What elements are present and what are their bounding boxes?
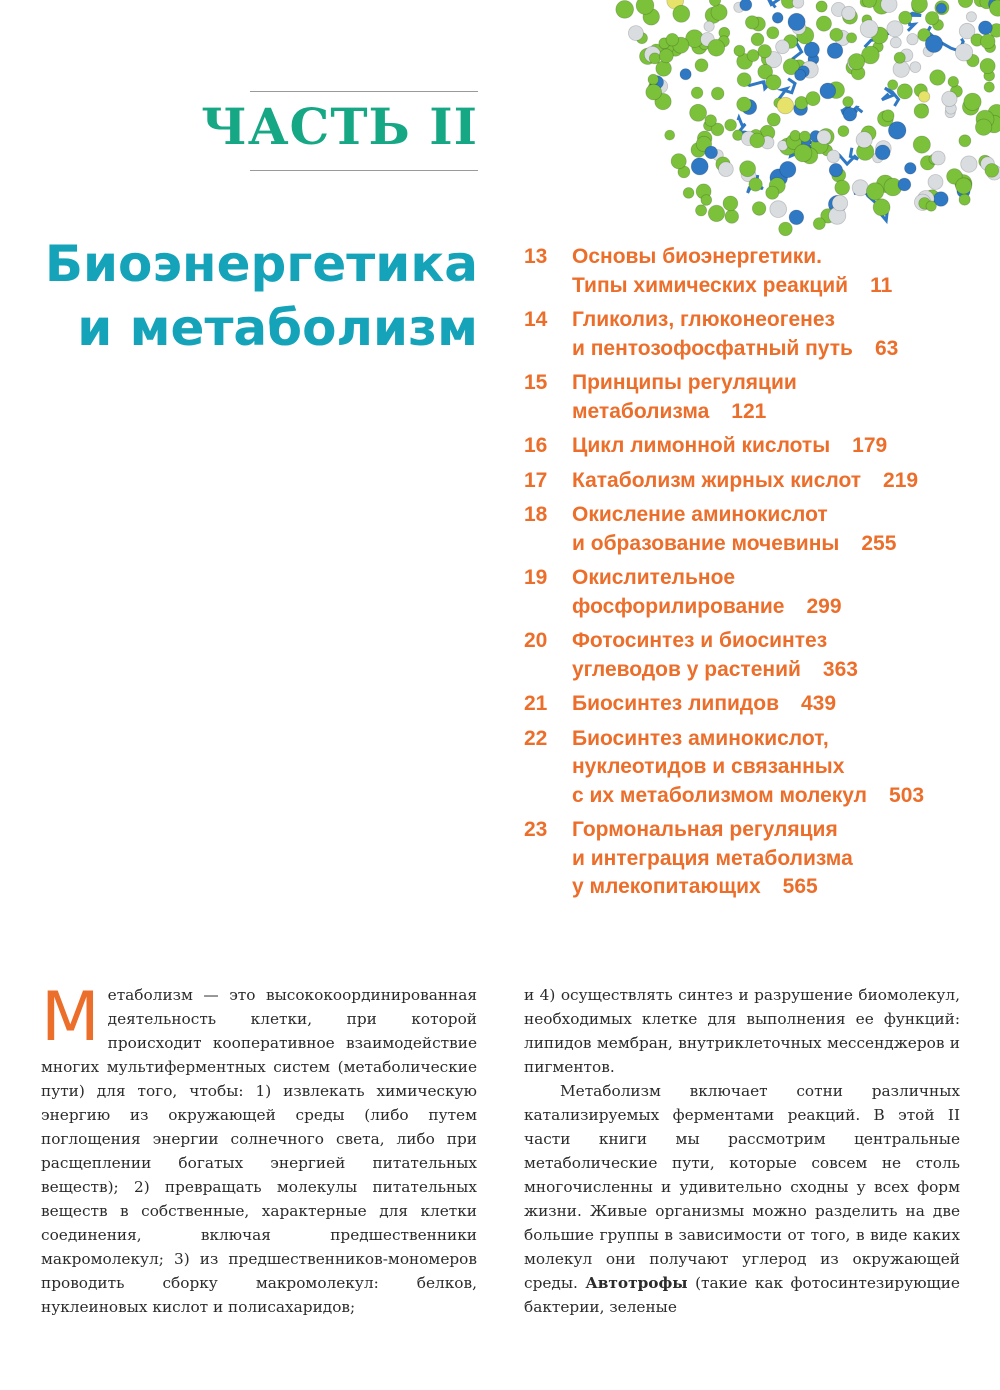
atom-sphere — [832, 195, 848, 211]
atom-sphere — [852, 180, 868, 196]
toc-page-number: 503 — [889, 783, 925, 807]
toc-chapter-number: 17 — [524, 468, 548, 492]
atom-sphere — [820, 83, 836, 99]
atom-sphere — [956, 178, 972, 194]
atom-sphere — [750, 133, 765, 148]
atom-sphere — [830, 28, 843, 41]
section-title — [20, 232, 478, 360]
atom-sphere — [856, 132, 872, 148]
toc-chapter-number: 23 — [524, 818, 548, 841]
atom-sphere — [740, 161, 756, 177]
atom-sphere — [881, 0, 897, 13]
toc-title-line: Гликолиз, глюконеогенез — [572, 308, 835, 331]
toc-title-line: и интеграция метаболизма — [572, 846, 853, 870]
atom-sphere — [827, 150, 840, 163]
toc-chapter-title — [572, 564, 842, 621]
atom-sphere — [711, 4, 727, 20]
toc-title-line: Типы химических реакций 11 — [572, 273, 893, 297]
toc-page-number: 219 — [883, 468, 919, 492]
toc-page-number: 255 — [861, 531, 897, 555]
atom-sphere — [817, 130, 831, 144]
toc-page-number: 121 — [731, 399, 767, 423]
atom-sphere — [723, 196, 738, 211]
atom-sphere — [790, 130, 801, 141]
atom-sphere — [925, 12, 938, 25]
atom-sphere — [799, 131, 810, 142]
atom-sphere — [711, 87, 724, 100]
atom-sphere — [975, 119, 991, 135]
atom-sphere — [984, 82, 994, 92]
atom-sphere — [691, 87, 703, 99]
paragraph-2-end: (такие как фотосинтезирующие бактерии, зеленые — [524, 1274, 960, 1316]
atom-sphere — [719, 162, 734, 177]
atom-sphere — [766, 75, 781, 90]
toc-title-line: углеводов у растений 363 — [572, 657, 858, 681]
toc-chapter-number: 16 — [524, 434, 548, 457]
atom-sphere — [696, 205, 707, 216]
toc-chapter-title — [572, 501, 896, 558]
atom-sphere — [910, 62, 921, 73]
atom-sphere — [959, 194, 970, 205]
atom-sphere — [767, 27, 779, 39]
atom-sphere — [767, 113, 780, 126]
toc-entry — [524, 816, 994, 902]
atom-sphere — [777, 97, 794, 114]
atom-sphere — [925, 35, 942, 52]
atom-sphere — [899, 11, 912, 24]
atom-sphere — [705, 115, 717, 127]
toc-entry — [524, 690, 994, 719]
atom-sphere — [659, 49, 673, 63]
atom-sphere — [646, 84, 662, 100]
atom-sphere — [948, 76, 959, 87]
toc-title-line: Основы биоэнергетики. — [572, 245, 823, 268]
toc-chapter-title — [572, 432, 887, 461]
paragraph-2 — [524, 1079, 960, 1319]
toc-title-line: метаболизма 121 — [572, 399, 767, 423]
atom-sphere — [894, 52, 905, 63]
atom-sphere — [981, 34, 996, 49]
atom-sphere — [843, 108, 857, 122]
atom-sphere — [734, 45, 745, 56]
atom-sphere — [766, 186, 779, 199]
top-rule — [250, 91, 478, 92]
atom-sphere — [789, 210, 804, 225]
toc-title-line: Цикл лимонной кислоты 179 — [572, 434, 888, 457]
toc-chapter-title — [572, 725, 924, 811]
atom-sphere — [737, 97, 752, 112]
toc-entry — [524, 627, 994, 684]
atom-sphere — [914, 104, 929, 119]
section-title-line-2: и метаболизм — [77, 299, 478, 357]
atom-sphere — [888, 80, 898, 90]
toc-chapter-number: 15 — [524, 371, 548, 394]
atom-sphere — [829, 163, 842, 176]
toc-page-number: 363 — [822, 657, 858, 681]
toc-chapter-title — [572, 627, 858, 684]
atom-sphere — [708, 39, 725, 56]
atom-sphere — [913, 136, 930, 153]
atom-sphere — [966, 12, 976, 22]
atom-sphere — [705, 146, 718, 159]
atom-sphere — [907, 34, 918, 45]
atom-sphere — [704, 21, 714, 31]
atom-sphere — [758, 45, 771, 58]
atom-sphere — [827, 43, 843, 59]
atom-sphere — [816, 1, 827, 12]
atom-sphere — [919, 91, 930, 102]
bottom-rule — [250, 170, 478, 171]
intro-paragraph — [41, 978, 477, 1319]
drop-cap: М — [41, 978, 100, 1057]
atom-sphere — [701, 195, 712, 206]
atom-sphere — [816, 16, 831, 31]
atom-sphere — [813, 218, 825, 230]
toc-title-line: у млекопитающих 565 — [572, 875, 818, 898]
toc-chapter-number: 13 — [524, 245, 548, 268]
toc-title-line: Фотосинтез и биосинтез — [572, 629, 828, 652]
toc-chapter-title — [572, 816, 853, 902]
atom-sphere — [725, 210, 739, 224]
atom-sphere — [928, 175, 943, 190]
toc-entry — [524, 467, 994, 496]
atom-sphere — [930, 70, 946, 86]
toc-page-number: 439 — [800, 692, 837, 715]
section-title-line-1: Биоэнергетика — [44, 235, 478, 293]
toc-chapter-title — [572, 467, 918, 496]
toc-entry — [524, 432, 994, 461]
atom-sphere — [616, 1, 634, 19]
autotrophs-term: Автотрофы — [585, 1274, 688, 1292]
atom-sphere — [959, 135, 971, 147]
atom-sphere — [890, 37, 901, 48]
atom-sphere — [838, 126, 849, 137]
atom-sphere — [926, 201, 936, 211]
text-column-right — [524, 983, 960, 1319]
atom-sphere — [905, 163, 917, 175]
atom-sphere — [772, 12, 783, 23]
toc-title-line: Окислительное — [572, 566, 736, 589]
atom-sphere — [680, 69, 691, 80]
atom-sphere — [985, 164, 999, 178]
atom-sphere — [847, 33, 857, 43]
toc-chapter-title — [572, 690, 836, 719]
atom-sphere — [673, 5, 690, 22]
toc-page-number: 11 — [870, 273, 893, 297]
atom-sphere — [671, 154, 686, 169]
atom-sphere — [958, 0, 973, 8]
toc-chapter-number: 22 — [524, 726, 548, 750]
toc-chapter-title — [572, 369, 797, 426]
toc-chapter-title — [572, 306, 898, 363]
atom-sphere — [931, 151, 945, 165]
atom-sphere — [979, 21, 993, 35]
atom-sphere — [683, 188, 694, 199]
toc-title-line: и пентозофосфатный путь 63 — [572, 336, 899, 360]
atom-sphere — [725, 119, 737, 131]
paragraph-2-text: Метаболизм включает сотни различных катализируемых ферментами реакций. В этой II части книги мы рассмотрим центральные метаболические пути, которые совсем не столь многочисленны и удивительно сходны у всех форм жизни. Живые организмы можно разделить на две большие группы в зависимости от того, в виде каких молекул они получают углерод из окружающей среды. — [524, 1082, 960, 1292]
atom-sphere — [955, 44, 972, 61]
toc-chapter-number: 21 — [524, 692, 548, 715]
toc-entry — [524, 369, 994, 426]
atom-sphere — [690, 104, 707, 121]
molecule-illustration — [580, 0, 1000, 270]
atom-sphere — [788, 13, 805, 30]
toc-page-number: 63 — [874, 336, 899, 360]
atom-sphere — [794, 144, 812, 162]
atom-sphere — [628, 26, 643, 41]
toc-title-line: Катаболизм жирных кислот 219 — [572, 468, 919, 492]
toc-entry — [524, 306, 994, 363]
atom-sphere — [897, 84, 912, 99]
atom-sphere — [887, 21, 903, 37]
atom-sphere — [806, 92, 820, 106]
toc-title-line: Биосинтез липидов 439 — [572, 692, 837, 715]
atom-sphere — [911, 0, 927, 12]
toc-title-line: нуклеотидов и связанных — [572, 755, 845, 778]
toc-entry — [524, 501, 994, 558]
atom-sphere — [942, 91, 957, 106]
atom-sphere — [898, 178, 911, 191]
text-column-left — [41, 978, 477, 1319]
atom-sphere — [751, 33, 764, 46]
atom-sphere — [882, 110, 894, 122]
atom-sphere — [708, 205, 724, 221]
toc-chapter-number: 20 — [524, 629, 548, 652]
toc-entry — [524, 564, 994, 621]
toc-title-line: Окисление аминокислот — [572, 503, 828, 526]
atom-sphere — [980, 58, 995, 73]
atom-sphere — [866, 183, 883, 200]
toc-title-line: Гормональная регуляция — [572, 818, 838, 841]
part-title: ЧАСТЬ II — [201, 97, 478, 156]
atom-sphere — [636, 0, 654, 14]
table-of-contents — [524, 243, 994, 908]
toc-page-number: 179 — [852, 434, 888, 457]
atom-sphere — [691, 158, 708, 175]
atom-sphere — [737, 73, 751, 87]
toc-chapter-number: 14 — [524, 308, 548, 331]
atom-sphere — [842, 6, 856, 20]
atom-sphere — [779, 222, 793, 236]
atom-sphere — [648, 74, 659, 85]
atom-sphere — [649, 53, 660, 64]
atom-sphere — [695, 59, 708, 72]
toc-chapter-number: 19 — [524, 566, 548, 589]
atom-sphere — [835, 180, 850, 195]
toc-title-line: Биосинтез аминокислот, — [572, 726, 829, 750]
toc-title-line: фосфорилирование 299 — [572, 594, 842, 618]
bond-chain — [882, 88, 899, 106]
toc-entry — [524, 725, 994, 811]
atom-sphere — [860, 20, 878, 38]
atom-sphere — [740, 0, 752, 11]
atom-sphere — [964, 93, 981, 110]
atom-sphere — [749, 178, 762, 191]
toc-entry — [524, 243, 994, 300]
atom-sphere — [875, 145, 890, 160]
toc-title-line: Принципы регуляции — [572, 371, 797, 394]
atom-sphere — [936, 3, 946, 13]
atom-sphere — [752, 202, 766, 216]
toc-chapter-title — [572, 243, 892, 300]
intro-text: етаболизм — это высококоординированная деятельность клетки, при которой происходит кооперативное взаимодействие многих мультиферментных систем (метаболические пути) для того, чтобы: 1) извлекать химическую энергию из окружающей среды (либо путем поглощения энергии солнечного света, либо при расщеплении богатых энергией питательных веществ); 2) превращать молекулы питательных веществ в собственные, характерные для клетки соединения, включая предшественники макромолекул; 3) из предшественников-мономеров проводить сборку макромолекул: белков, нуклеиновых кислот и полисахаридов; — [41, 986, 477, 1316]
atom-sphere — [843, 97, 854, 108]
atom-sphere — [665, 130, 675, 140]
atom-sphere — [873, 199, 890, 216]
atom-sphere — [792, 0, 803, 8]
toc-title-line: с их метаболизмом молекул 503 — [572, 783, 925, 807]
atom-sphere — [849, 54, 865, 70]
intro-continuation: и 4) осуществлять синтез и разрушение биомолекул, необходимых клетке для выполнения ее функций: липидов мембран, внутриклеточных мессенджеров и пигментов. — [524, 986, 960, 1076]
atom-sphere — [666, 33, 679, 46]
atom-sphere — [795, 69, 806, 80]
toc-page-number: 565 — [782, 875, 818, 898]
atom-sphere — [961, 156, 977, 172]
toc-chapter-number: 18 — [524, 503, 548, 526]
toc-page-number: 299 — [806, 594, 842, 618]
atom-sphere — [776, 40, 790, 54]
atom-sphere — [747, 50, 759, 62]
atom-sphere — [780, 161, 796, 177]
atom-sphere — [770, 201, 787, 218]
toc-title-line: и образование мочевины 255 — [572, 531, 897, 555]
atom-sphere — [745, 16, 758, 29]
